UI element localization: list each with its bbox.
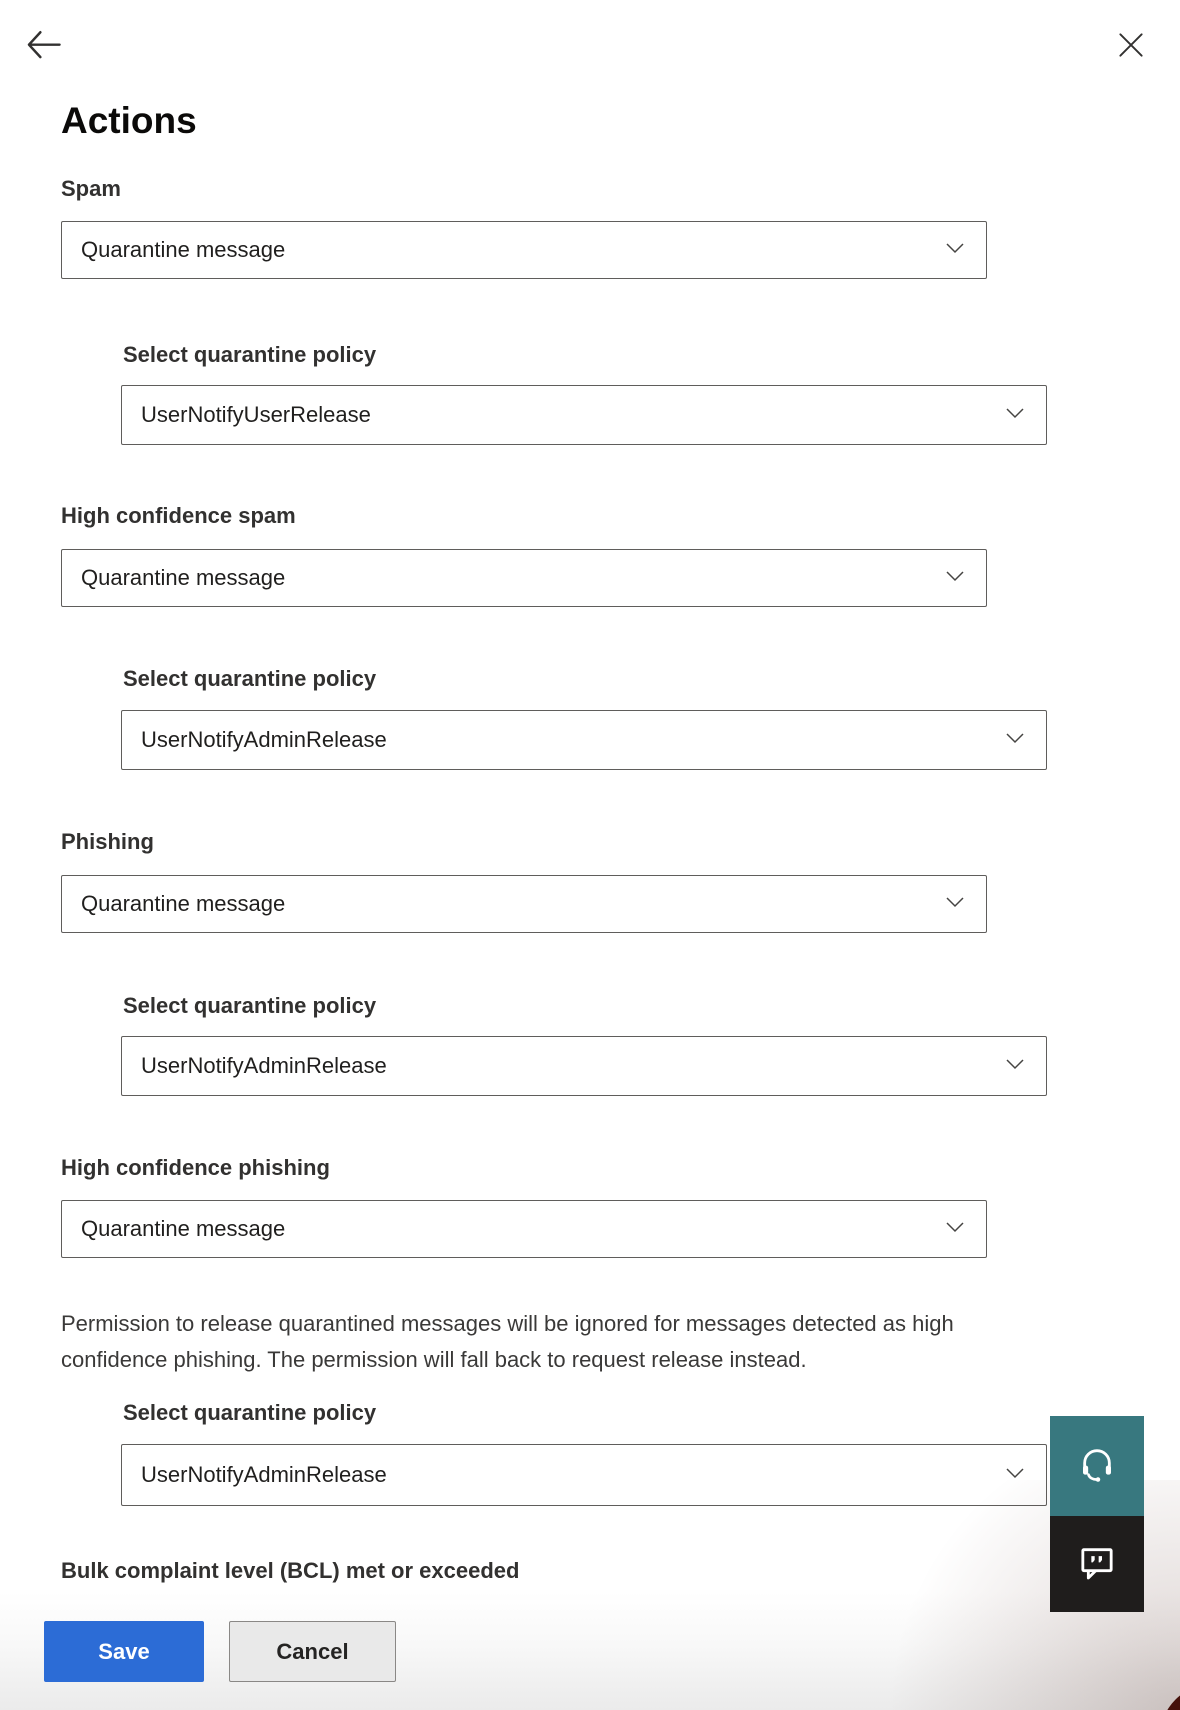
clipped-section-wrapper <box>61 1558 961 1594</box>
chevron-down-icon <box>945 569 965 587</box>
footer-bar <box>0 1592 1180 1710</box>
dropdown-value: UserNotifyAdminRelease <box>141 727 387 752</box>
label-high-confidence-phishing: High confidence phishing <box>61 1155 330 1180</box>
label-select-quarantine-policy: Select quarantine policy <box>123 1400 377 1425</box>
label-select-quarantine-policy: Select quarantine policy <box>123 666 377 691</box>
page-title: Actions <box>61 100 197 141</box>
dropdown-value: Quarantine message <box>81 1216 286 1241</box>
label-high-confidence-spam: High confidence spam <box>61 503 296 528</box>
chevron-down-icon <box>945 241 965 259</box>
label-bulk-complaint-level: Bulk complaint level (BCL) met or exceeded <box>61 1558 520 1583</box>
dropdown-value: Quarantine message <box>81 565 286 590</box>
dropdown-phishing-quarantine-policy[interactable] <box>121 1036 1047 1096</box>
chevron-down-icon <box>1005 1466 1025 1484</box>
dropdown-value: UserNotifyAdminRelease <box>141 1053 387 1078</box>
back-button[interactable] <box>22 26 66 66</box>
label-select-quarantine-policy: Select quarantine policy <box>123 993 377 1018</box>
high-confidence-phishing-note: Permission to release quarantined messages will be ignored for messages detected as high confidence phishing. The permission will fall back to request release instead. <box>61 1311 954 1372</box>
dropdown-high-confidence-spam-quarantine-policy[interactable] <box>121 710 1047 770</box>
dropdown-high-confidence-phishing-quarantine-policy[interactable] <box>121 1444 1047 1506</box>
back-arrow-icon <box>24 51 64 66</box>
dropdown-spam-quarantine-policy[interactable] <box>121 385 1047 445</box>
cancel-button[interactable]: Cancel <box>229 1621 396 1682</box>
dropdown-value: UserNotifyAdminRelease <box>141 1462 387 1487</box>
save-button[interactable]: Save <box>44 1621 204 1682</box>
chevron-down-icon <box>1005 731 1025 749</box>
chevron-down-icon <box>1005 1057 1025 1075</box>
label-phishing: Phishing <box>61 829 154 854</box>
dropdown-spam-action[interactable] <box>61 221 987 279</box>
dropdown-value: Quarantine message <box>81 237 286 262</box>
dropdown-value: UserNotifyUserRelease <box>141 402 371 427</box>
headset-icon <box>1077 1445 1117 1488</box>
chat-feedback-icon <box>1077 1543 1117 1586</box>
dropdown-phishing-action[interactable] <box>61 875 987 933</box>
dropdown-high-confidence-phishing-action[interactable] <box>61 1200 987 1258</box>
chevron-down-icon <box>945 1220 965 1238</box>
feedback-button[interactable] <box>1050 1516 1144 1612</box>
chevron-down-icon <box>1005 406 1025 424</box>
close-icon <box>1115 49 1147 64</box>
close-button[interactable] <box>1112 28 1150 64</box>
support-button[interactable] <box>1050 1416 1144 1516</box>
dropdown-high-confidence-spam-action[interactable] <box>61 549 987 607</box>
dropdown-value: Quarantine message <box>81 891 286 916</box>
label-select-quarantine-policy: Select quarantine policy <box>123 342 377 367</box>
chevron-down-icon <box>945 895 965 913</box>
label-spam: Spam <box>61 176 121 201</box>
